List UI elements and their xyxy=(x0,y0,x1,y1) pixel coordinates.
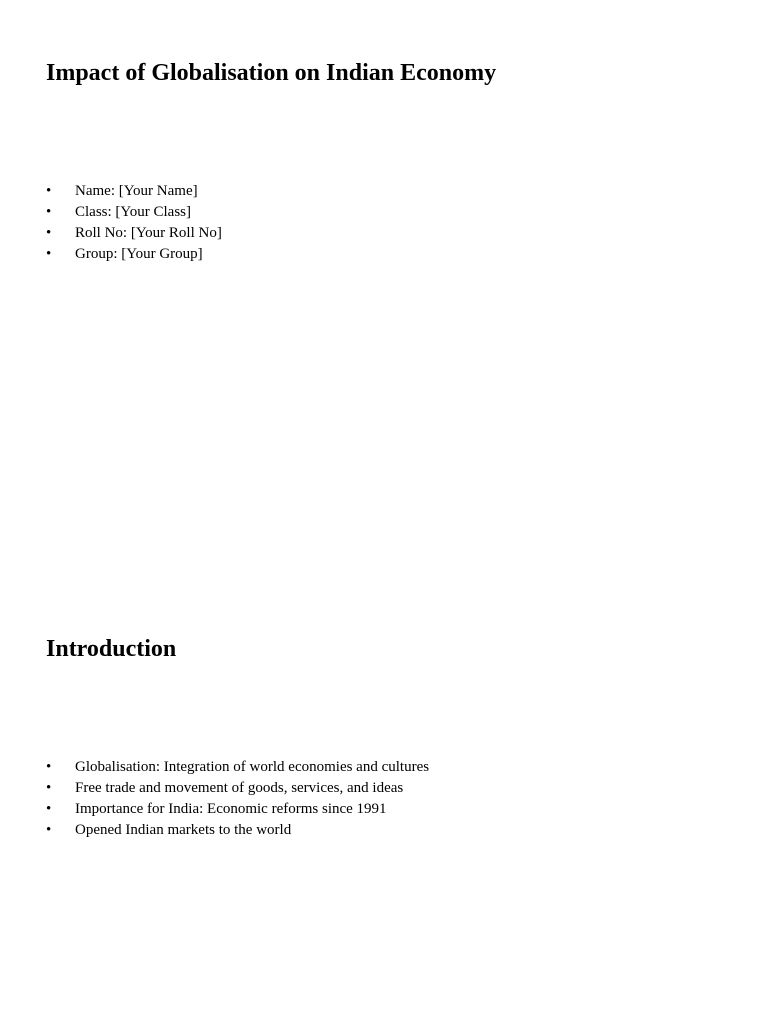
bullet-icon: • xyxy=(46,204,52,220)
list-item-text: Globalisation: Integration of world economies and cultures xyxy=(75,759,430,775)
bullet-icon: • xyxy=(46,246,52,262)
list-item xyxy=(46,799,429,820)
list-item-text: Roll No: [Your Roll No] xyxy=(75,225,222,241)
student-details-list xyxy=(46,181,222,265)
list-item xyxy=(46,820,429,841)
list-item xyxy=(46,244,222,265)
section-title: Introduction xyxy=(46,636,177,662)
list-item-text: Opened Indian markets to the world xyxy=(75,822,292,838)
bullet-icon: • xyxy=(46,822,52,838)
bullet-icon: • xyxy=(46,759,52,775)
list-item xyxy=(46,223,222,244)
page-title: Impact of Globalisation on Indian Economy xyxy=(46,60,497,86)
list-item xyxy=(46,757,429,778)
list-item-text: Group: [Your Group] xyxy=(75,246,203,262)
list-item xyxy=(46,202,222,223)
list-item-text: Name: [Your Name] xyxy=(75,183,198,199)
bullet-icon: • xyxy=(46,780,52,796)
bullet-icon: • xyxy=(46,225,52,241)
list-item xyxy=(46,778,429,799)
list-item xyxy=(46,181,222,202)
bullet-icon: • xyxy=(46,801,52,817)
list-item-text: Importance for India: Economic reforms since 1991 xyxy=(75,801,387,817)
bullet-icon: • xyxy=(46,183,52,199)
list-item-text: Class: [Your Class] xyxy=(75,204,191,220)
introduction-list xyxy=(46,757,429,841)
list-item-text: Free trade and movement of goods, services, and ideas xyxy=(75,780,404,796)
